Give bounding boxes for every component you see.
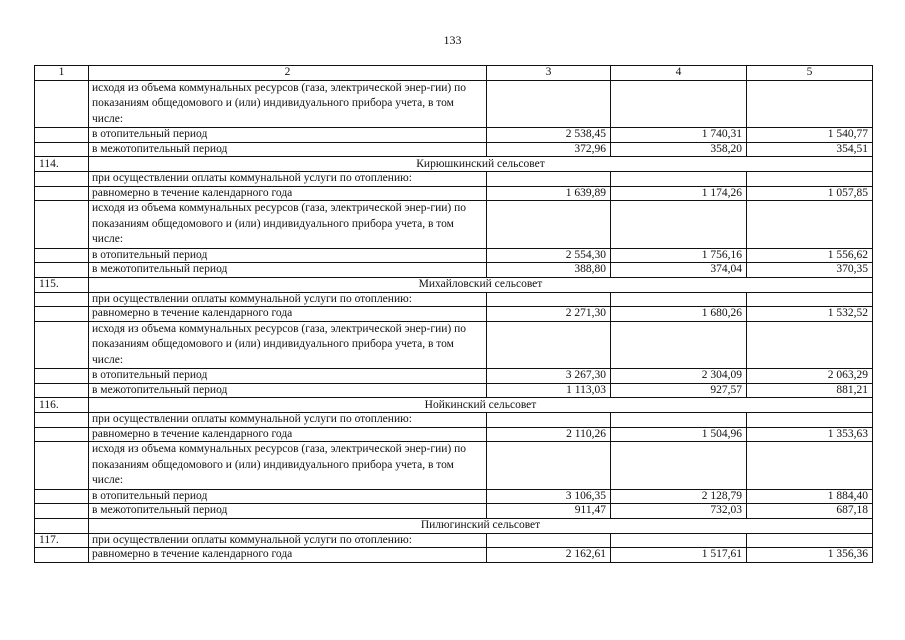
value-col-3: 911,47 xyxy=(487,504,611,519)
row-index xyxy=(35,413,89,428)
table-row xyxy=(35,489,873,504)
value-col-5 xyxy=(747,201,873,249)
value-col-4: 1 680,26 xyxy=(611,307,747,322)
value-col-3: 2 271,30 xyxy=(487,307,611,322)
row-description: равномерно в течение календарного года xyxy=(89,427,487,442)
row-index xyxy=(35,263,89,278)
table-row xyxy=(35,292,873,307)
value-col-3 xyxy=(487,442,611,490)
value-col-5: 370,35 xyxy=(747,263,873,278)
column-header: 5 xyxy=(747,66,873,81)
row-description: исходя из объема коммунальных ресурсов (газа, электрической энер-гии) по показаниям общедомового и (или) индивидуального прибора учета, в том числе: xyxy=(89,80,487,128)
row-index: 116. xyxy=(35,398,89,413)
table-row xyxy=(35,383,873,398)
value-col-3 xyxy=(487,533,611,548)
value-col-4: 732,03 xyxy=(611,504,747,519)
table-row xyxy=(35,307,873,322)
table-row xyxy=(35,263,873,278)
row-index xyxy=(35,518,89,533)
value-col-3: 2 162,61 xyxy=(487,548,611,563)
value-col-5: 1 532,52 xyxy=(747,307,873,322)
value-col-5 xyxy=(747,172,873,187)
row-description: в межотопительный период xyxy=(89,142,487,157)
value-col-5: 1 884,40 xyxy=(747,489,873,504)
value-col-5 xyxy=(747,413,873,428)
row-index xyxy=(35,128,89,143)
value-col-4: 1 504,96 xyxy=(611,427,747,442)
row-index xyxy=(35,548,89,563)
value-col-3 xyxy=(487,80,611,128)
table-row xyxy=(35,369,873,384)
value-col-5 xyxy=(747,292,873,307)
description-row xyxy=(35,321,873,369)
row-description: в отопительный период xyxy=(89,489,487,504)
value-col-3: 388,80 xyxy=(487,263,611,278)
row-index xyxy=(35,201,89,249)
value-col-5 xyxy=(747,442,873,490)
value-col-5 xyxy=(747,80,873,128)
row-description: при осуществлении оплаты коммунальной услуги по отоплению: xyxy=(89,413,487,428)
value-col-4 xyxy=(611,80,747,128)
value-col-5: 1 356,36 xyxy=(747,548,873,563)
value-col-3: 3 267,30 xyxy=(487,369,611,384)
row-description: исходя из объема коммунальных ресурсов (газа, электрической энер-гии) по показаниям общедомового и (или) индивидуального прибора учета, в том числе: xyxy=(89,321,487,369)
value-col-5: 1 057,85 xyxy=(747,186,873,201)
row-description: равномерно в течение календарного года xyxy=(89,186,487,201)
value-col-4: 1 740,31 xyxy=(611,128,747,143)
value-col-3 xyxy=(487,292,611,307)
row-index xyxy=(35,489,89,504)
value-col-3 xyxy=(487,201,611,249)
table-row xyxy=(35,548,873,563)
value-col-3 xyxy=(487,321,611,369)
table-row xyxy=(35,128,873,143)
row-description: равномерно в течение календарного года xyxy=(89,548,487,563)
value-col-3: 3 106,35 xyxy=(487,489,611,504)
row-description: равномерно в течение календарного года xyxy=(89,307,487,322)
value-col-3: 2 554,30 xyxy=(487,248,611,263)
row-index xyxy=(35,142,89,157)
value-col-4 xyxy=(611,442,747,490)
table-row xyxy=(35,413,873,428)
table-row xyxy=(35,504,873,519)
tariff-table xyxy=(34,65,873,563)
section-row xyxy=(35,398,873,413)
row-index: 114. xyxy=(35,157,89,172)
table-row xyxy=(35,533,873,548)
value-col-5: 1 540,77 xyxy=(747,128,873,143)
value-col-3: 1 639,89 xyxy=(487,186,611,201)
table-row xyxy=(35,248,873,263)
section-title: Кирюшкинский сельсовет xyxy=(89,157,873,172)
row-index xyxy=(35,369,89,384)
table-row xyxy=(35,172,873,187)
page-number: 133 xyxy=(443,33,462,47)
value-col-4: 1 517,61 xyxy=(611,548,747,563)
table-row xyxy=(35,186,873,201)
row-index: 117. xyxy=(35,533,89,548)
section-title: Нойкинский сельсовет xyxy=(89,398,873,413)
value-col-5: 354,51 xyxy=(747,142,873,157)
value-col-4 xyxy=(611,292,747,307)
row-index xyxy=(35,427,89,442)
row-description: при осуществлении оплаты коммунальной услуги по отоплению: xyxy=(89,533,487,548)
row-description: при осуществлении оплаты коммунальной услуги по отоплению: xyxy=(89,292,487,307)
value-col-4: 374,04 xyxy=(611,263,747,278)
value-col-5: 1 353,63 xyxy=(747,427,873,442)
row-description: при осуществлении оплаты коммунальной услуги по отоплению: xyxy=(89,172,487,187)
column-header: 2 xyxy=(89,66,487,81)
section-row xyxy=(35,157,873,172)
row-description: в отопительный период xyxy=(89,248,487,263)
section-title: Пилюгинский сельсовет xyxy=(89,518,873,533)
row-index xyxy=(35,383,89,398)
row-description: в отопительный период xyxy=(89,369,487,384)
description-row xyxy=(35,201,873,249)
description-row xyxy=(35,442,873,490)
value-col-5: 1 556,62 xyxy=(747,248,873,263)
value-col-4 xyxy=(611,533,747,548)
row-index xyxy=(35,307,89,322)
row-index: 115. xyxy=(35,277,89,292)
section-row xyxy=(35,277,873,292)
column-header: 1 xyxy=(35,66,89,81)
column-header: 3 xyxy=(487,66,611,81)
section-title: Михайловский сельсовет xyxy=(89,277,873,292)
value-col-3: 1 113,03 xyxy=(487,383,611,398)
value-col-4 xyxy=(611,201,747,249)
table-header-row xyxy=(35,66,873,81)
value-col-4: 1 174,26 xyxy=(611,186,747,201)
row-index xyxy=(35,504,89,519)
value-col-4: 358,20 xyxy=(611,142,747,157)
column-header: 4 xyxy=(611,66,747,81)
value-col-4: 2 304,09 xyxy=(611,369,747,384)
value-col-4 xyxy=(611,413,747,428)
row-index xyxy=(35,442,89,490)
row-description: в межотопительный период xyxy=(89,504,487,519)
value-col-5: 881,21 xyxy=(747,383,873,398)
row-description: в отопительный период xyxy=(89,128,487,143)
value-col-3: 2 110,26 xyxy=(487,427,611,442)
value-col-4: 2 128,79 xyxy=(611,489,747,504)
row-description: в межотопительный период xyxy=(89,263,487,278)
value-col-5: 687,18 xyxy=(747,504,873,519)
value-col-4 xyxy=(611,172,747,187)
section-row xyxy=(35,518,873,533)
value-col-5 xyxy=(747,533,873,548)
row-index xyxy=(35,172,89,187)
row-index xyxy=(35,80,89,128)
row-index xyxy=(35,186,89,201)
row-index xyxy=(35,248,89,263)
value-col-3 xyxy=(487,413,611,428)
value-col-3: 372,96 xyxy=(487,142,611,157)
value-col-4: 1 756,16 xyxy=(611,248,747,263)
value-col-5: 2 063,29 xyxy=(747,369,873,384)
row-description: в межотопительный период xyxy=(89,383,487,398)
row-description: исходя из объема коммунальных ресурсов (газа, электрической энер-гии) по показаниям общедомового и (или) индивидуального прибора учета, в том числе: xyxy=(89,442,487,490)
value-col-3: 2 538,45 xyxy=(487,128,611,143)
row-index xyxy=(35,292,89,307)
row-description: исходя из объема коммунальных ресурсов (газа, электрической энер-гии) по показаниям общедомового и (или) индивидуального прибора учета, в том числе: xyxy=(89,201,487,249)
table-row xyxy=(35,427,873,442)
row-index xyxy=(35,321,89,369)
value-col-3 xyxy=(487,172,611,187)
table-row xyxy=(35,142,873,157)
value-col-5 xyxy=(747,321,873,369)
value-col-4: 927,57 xyxy=(611,383,747,398)
value-col-4 xyxy=(611,321,747,369)
description-row xyxy=(35,80,873,128)
